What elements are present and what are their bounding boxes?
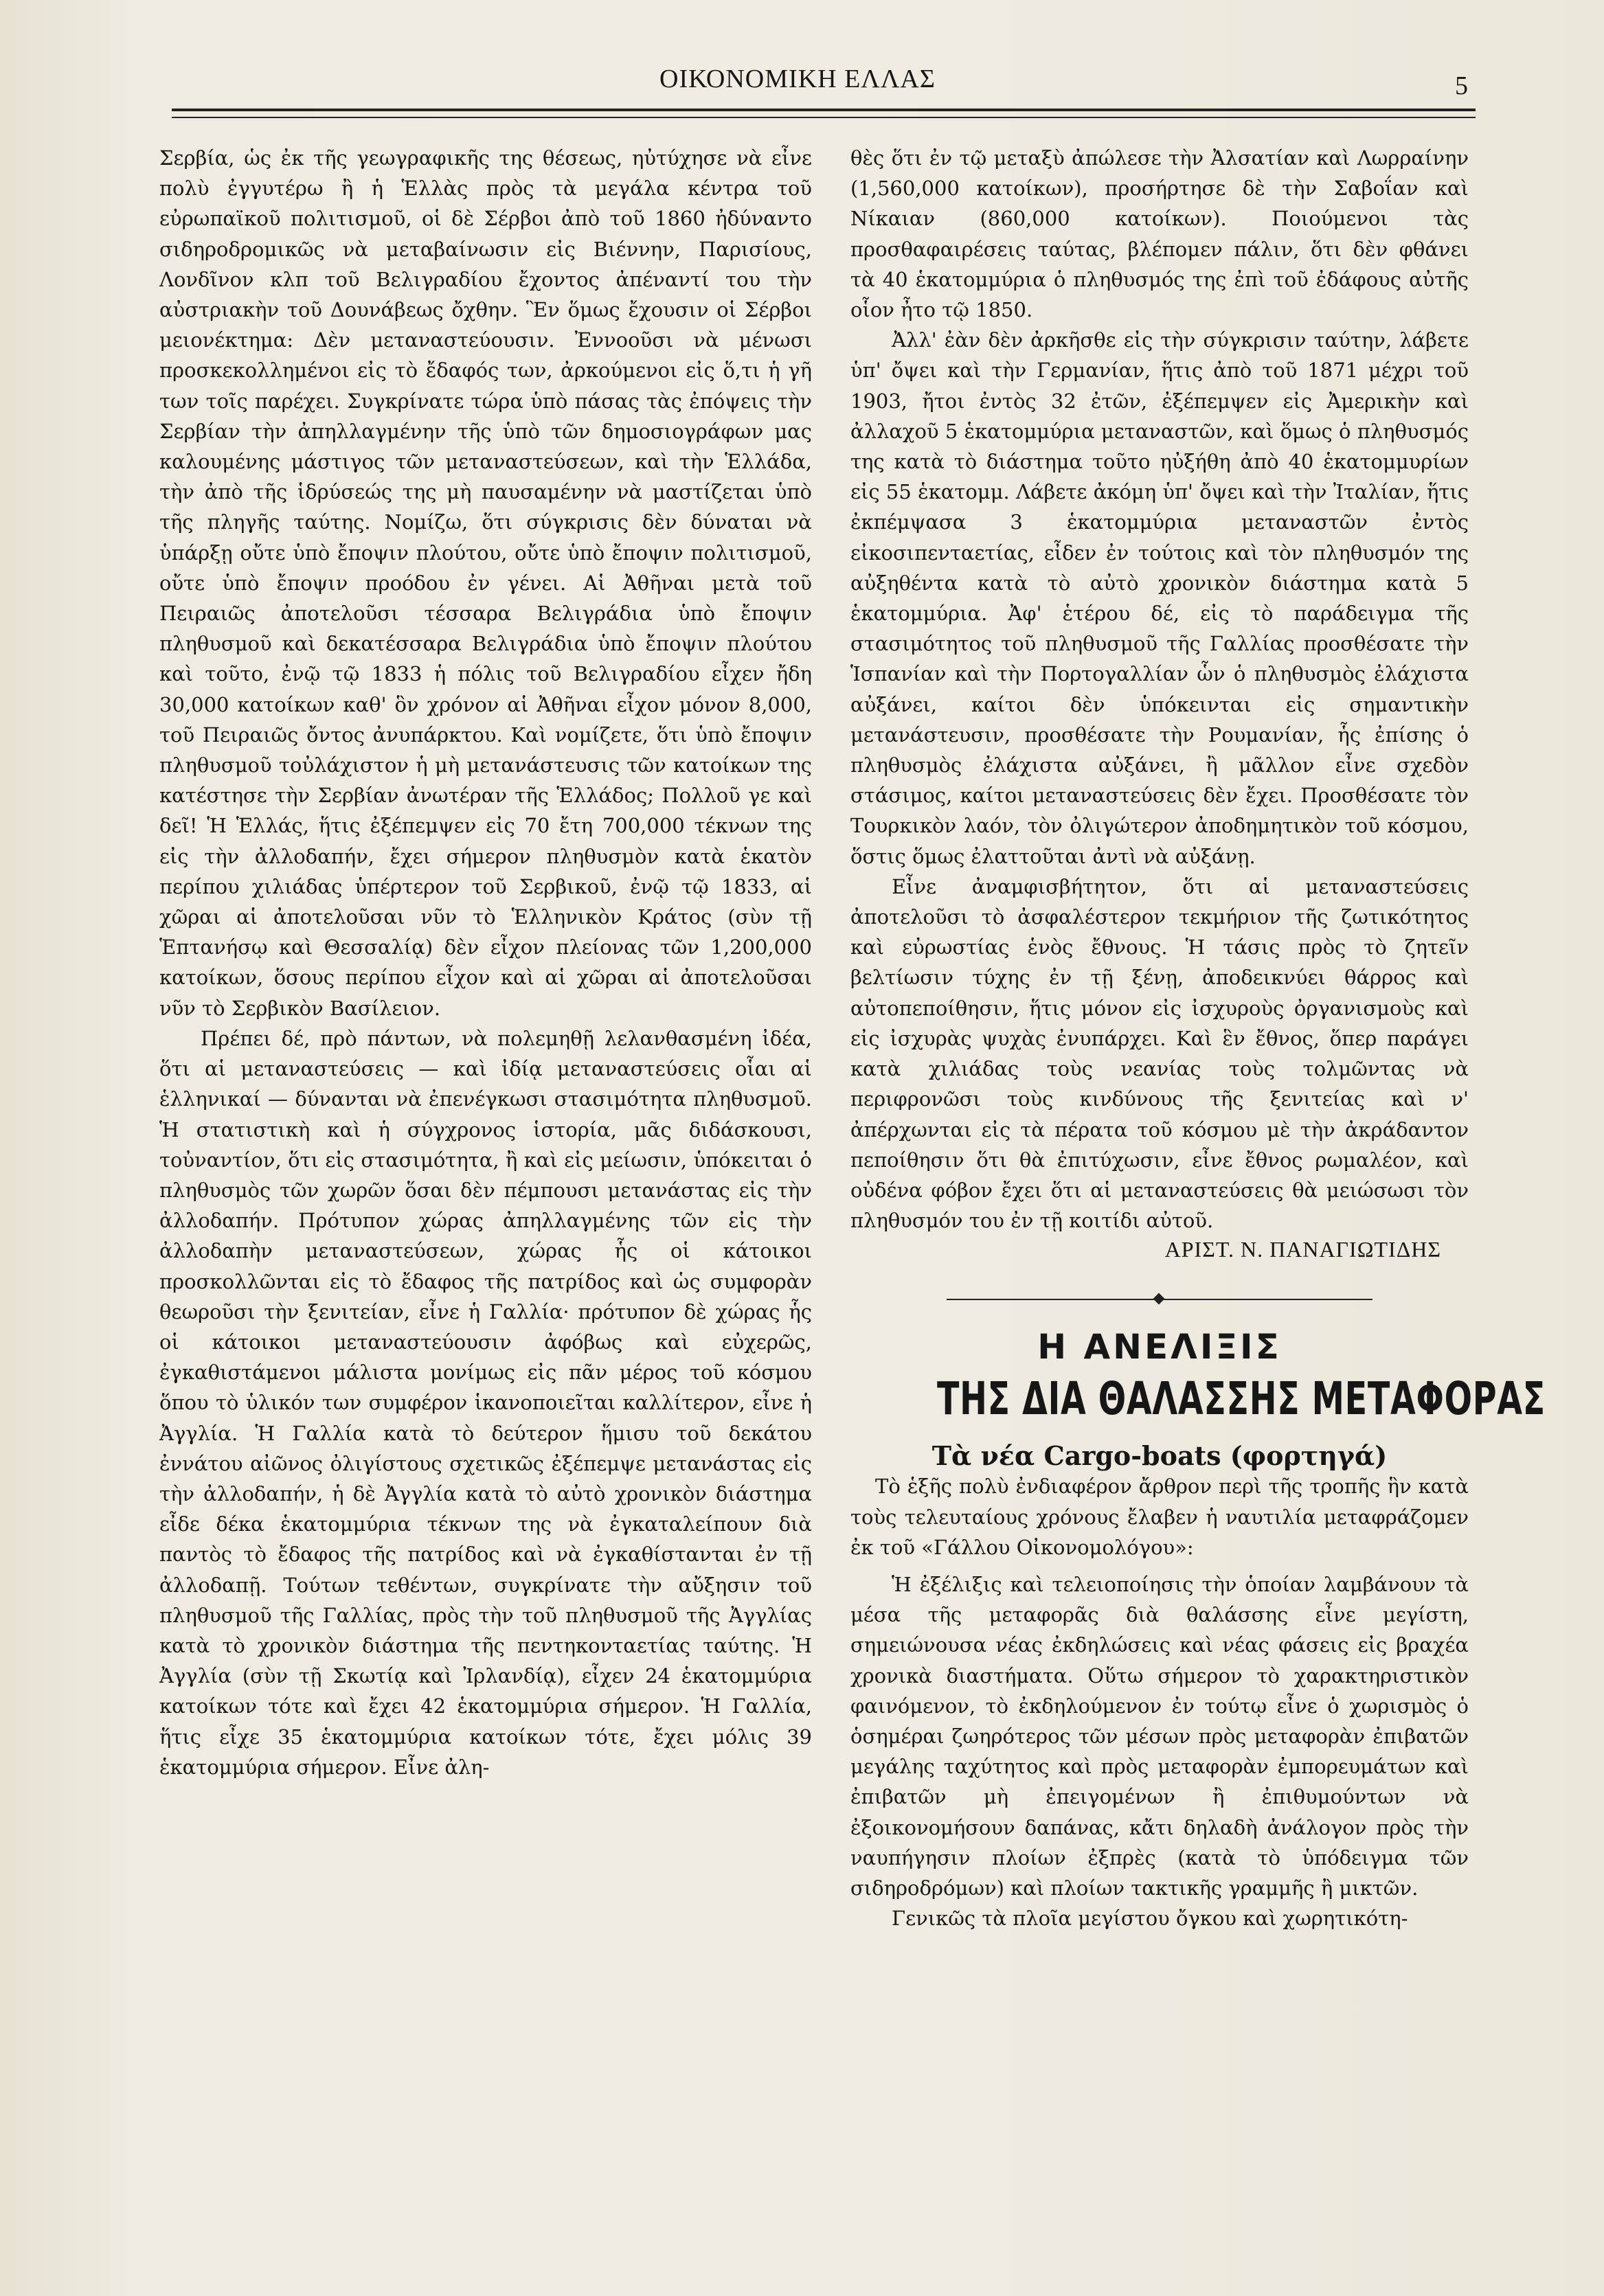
right-paragraph-1: θὲς ὅτι ἐν τῷ μεταξὺ ἀπώλεσε τὴν Ἀλσατίαν καὶ Λωρραίνην (1,560,000 κατοίκων), προσήρτησε δὲ τὴν Σαβοΐαν καὶ Νίκαιαν (860,000 κατοίκων). Ποιούμενοι τὰς προσθαφαιρέσεις ταύτας, βλέπομεν πάλιν, ὅτι δὲν φθάνει τὰ 40 ἑκατομμύρια ὁ πληθυσμός της ἐπὶ τοῦ ἐδάφους αὐτῆς οἷον ἦτο τῷ 1850. <box>850 146 1469 322</box>
article-intro: Τὸ ἑξῆς πολὺ ἐνδιαφέρον ἄρθρον περὶ τῆς τροπῆς ἣν κατὰ τοὺς τελευταίους χρόνους ἔλαβεν ἡ ναυτιλία μεταφράζομεν ἐκ τοῦ «Γάλλου Οἰκονομολόγου»: <box>850 1475 1469 1559</box>
left-paragraph-2: Πρέπει δέ, πρὸ πάντων, νὰ πολεμηθῇ λελανθασμένη ἰδέα, ὅτι αἱ μεταναστεύσεις — καὶ ἰδίᾳ μεταναστεύσεις οἷαι αἱ ἑλληνικαί — δύνανται νὰ ἐπενέγκωσι στασιμότητα πληθυσμοῦ. Ἡ στατιστικὴ καὶ ἡ σύγχρονος ἱστορία, μᾶς διδάσκουσι, τοὐναντίον, ὅτι εἰς στασιμότητα, ἢ καὶ εἰς μείωσιν, ὑπόκειται ὁ πληθυσμὸς τῶν χωρῶν ὅσαι δὲν πέμπουσι μετανάστας εἰς τὴν ἀλλοδαπήν. Πρότυπον χώρας ἀπηλλαγμένης τῶν εἰς τὴν ἀλλοδαπὴν μεταναστεύσεων, χώρας ἧς οἱ κάτοικοι προσκολλῶνται εἰς τὸ ἔδαφος τῆς πατρίδος καὶ ὡς συμφορὰν θεωροῦσι τὴν ξενιτείαν, εἶνε ἡ Γαλλία· πρότυπον δὲ χώρας ἧς οἱ κάτοικοι μεταναστεύουσιν ἀφόβως καὶ εὐχερῶς, ἐγκαθιστάμενοι μάλιστα μονίμως εἰς πᾶν μέρος τοῦ κόσμου ὅπου τὸ ὑλικόν των συμφέρον ἱκανοποιεῖται καλλίτερον, εἶνε ἡ Ἀγγλία. Ἡ Γαλλία κατὰ τὸ δεύτερον ἥμισυ τοῦ δεκάτου ἐννάτου αἰῶνος ὀλιγίστους σχετικῶς ἐξέπεμψε μετανάστας εἰς τὴν ἀλλοδαπήν, ἡ δὲ Ἀγγλία κατὰ τὸ αὐτὸ χρονικὸν διάστημα εἶδε δέκα ἑκατομμύρια τέκνων της νὰ ἐγκαταλείπουν διὰ παντὸς τὸ ἔδαφος τῆς πατρίδος καὶ νὰ ἐγκαθίστανται ἐν τῇ ἀλλοδαπῇ. Τούτων τεθέντων, συγκρίνατε τὴν αὔξησιν τοῦ πληθυσμοῦ τῆς Γαλλίας, πρὸς τὴν τοῦ πληθυσμοῦ τῆς Ἀγγλίας κατὰ τὸ χρονικὸν διάστημα τῆς πεντηκονταετίας ταύτης. Ἡ Ἀγγλία (σὺν τῇ Σκωτίᾳ καὶ Ἰρλανδίᾳ), εἶχεν 24 ἑκατομμύρια κατοίκων τότε καὶ ἔχει 42 ἑκατομμύρια σήμερον. Ἡ Γαλλία, ἥτις εἶχε 35 ἑκατομμύρια κατοίκων τότε, ἔχει μόλις 39 ἑκατομμύρια σήμερον. Εἶνε ἀλη- <box>159 1026 812 1779</box>
article-paragraph-2: Γενικῶς τὰ πλοῖα μεγίστου ὄγκου καὶ χωρητικότη- <box>892 1907 1408 1931</box>
article-heading-line-2: ΤΗΣ ΔΙΑ ΘΑΛΑΣΣΗΣ ΜΕΤΑΦΟΡΑΣ <box>937 1372 1546 1426</box>
section-separator <box>947 1293 1373 1306</box>
page-header-title: ΟΙΚΟΝΟΜΙΚΗ ΕΛΛΑΣ <box>659 65 936 93</box>
right-paragraph-3: Εἶνε ἀναμφισβήτητον, ὅτι αἱ μεταναστεύσεις ἀποτελοῦσι τὸ ἀσφαλέστερον τεκμήριον τῆς ζωτικότητος καὶ εὐρωστίας ἑνὸς ἔθνους. Ἡ τάσις πρὸς τὸ ζητεῖν βελτίωσιν τύχης ἐν τῇ ξένῃ, ἀποδεικνύει θάρρος καὶ αὐτοπεποίθησιν, ἥτις μόνον εἰς ἰσχυροὺς ὀργανισμοὺς καὶ εἰς ἰσχυρὰς ψυχὰς ἐνυπάρχει. Καὶ ἓν ἔθνος, ὅπερ παράγει κατὰ χιλιάδας τοὺς νεανίας τοὺς τολμῶντας νὰ περιφρονῶσι τοὺς κινδύνους τῆς ξενιτείας καὶ ν' ἀπέρχωνται εἰς τὰ πέρατα τοῦ κόσμου μὲ τὴν ἀκράδαντον πεποίθησιν ὅτι θὰ ἐπιτύχωσιν, εἶνε ἔθνος ρωμαλέον, καὶ οὐδένα φόβον ἔχει ὅτι αἱ μεταναστεύσεις θὰ μειώσωσι τὸν πληθυσμόν του ἐν τῇ κοιτίδι αὐτοῦ. <box>850 874 1469 1233</box>
separator-diamond-icon <box>1153 1293 1165 1305</box>
article-paragraph-1: Ἡ ἐξέλιξις καὶ τελειοποίησις τὴν ὁποίαν λαμβάνουν τὰ μέσα τῆς μεταφορᾶς διὰ θαλάσσης εἶνε μεγίστη, σημειώνουσα νέας ἐκδηλώσεις καὶ νέας φάσεις εἰς βραχέα χρονικὰ διαστήματα. Οὕτω σήμερον τὸ χαρακτηριστικὸν φαινόμενον, τὸ ἐκδηλούμενον ἐν τούτῳ εἶνε ὁ χωρισμὸς ὁ ὁσημέραι ζωηρότερος τῶν μέσων πρὸς μεταφορὰν ἐπιβατῶν μεγάλης ταχύτητος καὶ πρὸς μεταφορὰν ἐμπορευμάτων καὶ ἐπιβατῶν μὴ ἐπειγομένων ἢ ἐπιθυμούντων νὰ ἐξοικονομήσουν δαπάνας, κἄτι δηλαδὴ ἀνάλογον πρὸς τὴν ναυπήγησιν πλοίων ἐξπρὲς (κατὰ τὸ ὑπόδειγμα τῶν σιδηροδρόμων) καὶ πλοίων τακτικῆς γραμμῆς ἢ μικτῶν. <box>850 1572 1469 1900</box>
header-rule <box>172 109 1476 111</box>
author-signature: ΑΡΙΣΤ. Ν. ΠΑΝΑΓΙΩΤΙΔΗΣ <box>1164 1237 1441 1262</box>
left-paragraph-1: Σερβία, ὡς ἐκ τῆς γεωγραφικῆς της θέσεως, ηὐτύχησε νὰ εἶνε πολὺ ἐγγυτέρω ἢ ἡ Ἑλλὰς πρὸς τὰ μεγάλα κέντρα τοῦ εὐρωπαϊκοῦ πολιτισμοῦ, οἱ δὲ Σέρβοι ἀπὸ τοῦ 1860 ἠδύναντο σιδηροδρομικῶς νὰ μεταβαίνωσιν εἰς Βιέννην, Παρισίους, Λονδῖνον κλπ τοῦ Βελιγραδίου ἔχοντος ἀπέναντί του τὴν αὐστριακὴν τοῦ Δουνάβεως ὄχθην. Ἓν ὅμως ἔχουσιν οἱ Σέρβοι μειονέκτημα: Δὲν μεταναστεύουσιν. Ἐννοοῦσι νὰ μένωσι προσκεκολλημένοι εἰς τὸ ἔδαφός των, ἀρκούμενοι εἰς ὅ,τι ἡ γῆ των τοῖς παρέχει. Συγκρίνατε τώρα ὑπὸ πάσας τὰς ἐπόψεις τὴν Σερβίαν τὴν ἀπηλλαγμένην τῆς ὑπὸ τῶν δημοσιογράφων μας καλουμένης μάστιγος τῶν μεταναστεύσεων, καὶ τὴν Ἑλλάδα, τὴν ἀπὸ τῆς ἱδρύσεώς της μὴ παυσαμένην νὰ μαστίζεται ὑπὸ τῆς πληγῆς ταύτης. Νομίζω, ὅτι σύγκρισις δὲν δύναται νὰ ὑπάρξῃ οὔτε ὑπὸ ἔποψιν πλούτου, οὔτε ὑπὸ ἔποψιν πολιτισμοῦ, οὔτε ὑπὸ ἔποψιν προόδου ἐν γένει. Αἱ Ἀθῆναι μετὰ τοῦ Πειραιῶς ἀποτελοῦσι τέσσαρα Βελιγράδια ὑπὸ ἔποψιν πληθυσμοῦ καὶ δεκατέσσαρα Βελιγράδια ὑπὸ ἔποψιν πλούτου καὶ τοῦτο, ἐνῷ τῷ 1833 ἡ πόλις τοῦ Βελιγραδίου εἶχεν ἤδη 30,000 κατοίκων καθ' ὃν χρόνον αἱ Ἀθῆναι εἶχον μόνον 8,000, τοῦ Πειραιῶς ὄντος ἀνυπάρκτου. Καὶ νομίζετε, ὅτι ὑπὸ ἔποψιν πληθυσμοῦ τοὐλάχιστον ἡ μὴ μετανάστευσις τῶν κατοίκων της κατέστησε τὴν Σερβίαν ἀνωτέραν τῆς Ἑλλάδος; Πολλοῦ γε καὶ δεῖ! Ἡ Ἑλλάς, ἥτις ἐξέπεμψεν εἰς 70 ἔτη 700,000 τέκνων της εἰς τὴν ἀλλοδαπήν, ἔχει σήμερον πληθυσμὸν κατὰ ἑκατὸν περίπου χιλιάδας ὑπέρτερον τοῦ Σερβικοῦ, ἐνῷ τῷ 1833, αἱ χῶραι αἱ ἀποτελοῦσαι νῦν τὸ Ἑλληνικὸν Κράτος (σὺν τῇ Ἑπτανήσῳ καὶ Θεσσαλίᾳ) δὲν εἶχον πλείονας τῶν 1,200,000 κατοίκων, ὅσους περίπου εἶχον καὶ αἱ χῶραι αἱ ἀποτελοῦσαι νῦν τὸ Σερβικὸν Βασίλειον. <box>159 146 812 1020</box>
right-paragraph-2: Ἀλλ' ἐὰν δὲν ἀρκῆσθε εἰς τὴν σύγκρισιν ταύτην, λάβετε ὑπ' ὄψει καὶ τὴν Γερμανίαν, ἥτις ἀπὸ τοῦ 1871 μέχρι τοῦ 1903, ἤτοι ἐντὸς 32 ἐτῶν, ἐξέπεμψεν εἰς Ἀμερικὴν καὶ ἀλλαχοῦ 5 ἑκατομμύρια μεταναστῶν, καὶ ὅμως ὁ πληθυσμός της κατὰ τὸ διάστημα τοῦτο ηὐξήθη ἀπὸ 40 ἑκατομμυρίων εἰς 55 ἑκατομμ. Λάβετε ἀκόμη ὑπ' ὄψει καὶ τὴν Ἰταλίαν, ἥτις ἐκπέμψασα 3 ἑκατομμύρια μεταναστῶν ἐντὸς εἰκοσιπενταετίας, εἶδεν ἐν τούτοις καὶ τὸν πληθυσμόν της αὐξηθέντα κατὰ τὸ αὐτὸ χρονικὸν διάστημα κατὰ 5 ἑκατομμύρια. Ἀφ' ἑτέρου δέ, εἰς τὸ παράδειγμα τῆς στασιμότητος τοῦ πληθυσμοῦ τῆς Γαλλίας προσθέσατε τὴν Ἱσπανίαν καὶ τὴν Πορτογαλλίαν ὧν ὁ πληθυσμὸς ἐλάχιστα αὐξάνει, καίτοι δὲν ὑπόκεινται εἰς σημαντικὴν μετανάστευσιν, προσθέσατε τὴν Ρουμανίαν, ἧς ἐπίσης ὁ πληθυσμὸς ἐλάχιστα αὐξάνει, ἢ μᾶλλον εἶνε σχεδὸν στάσιμος, καίτοι μεταναστεύσεις δὲν ἔχει. Προσθέσατε τὸν Τουρκικὸν λαόν, τὸν ὀλιγώτερον ἀποδημητικὸν τοῦ κόσμου, ὅστις ὅμως ἐλαττοῦται ἀντὶ νὰ αὐξάνῃ. <box>850 328 1469 868</box>
left-column <box>159 143 812 1782</box>
header-rule-thin <box>172 117 1476 118</box>
page-number: 5 <box>1455 71 1468 100</box>
right-column <box>850 143 1546 1933</box>
article-heading-line-1: Η ΑΝΕΛΙΞΙΣ <box>1037 1327 1282 1367</box>
article-subheading: Τὰ νέα Cargo-boats (φορτηγά) <box>931 1440 1388 1472</box>
